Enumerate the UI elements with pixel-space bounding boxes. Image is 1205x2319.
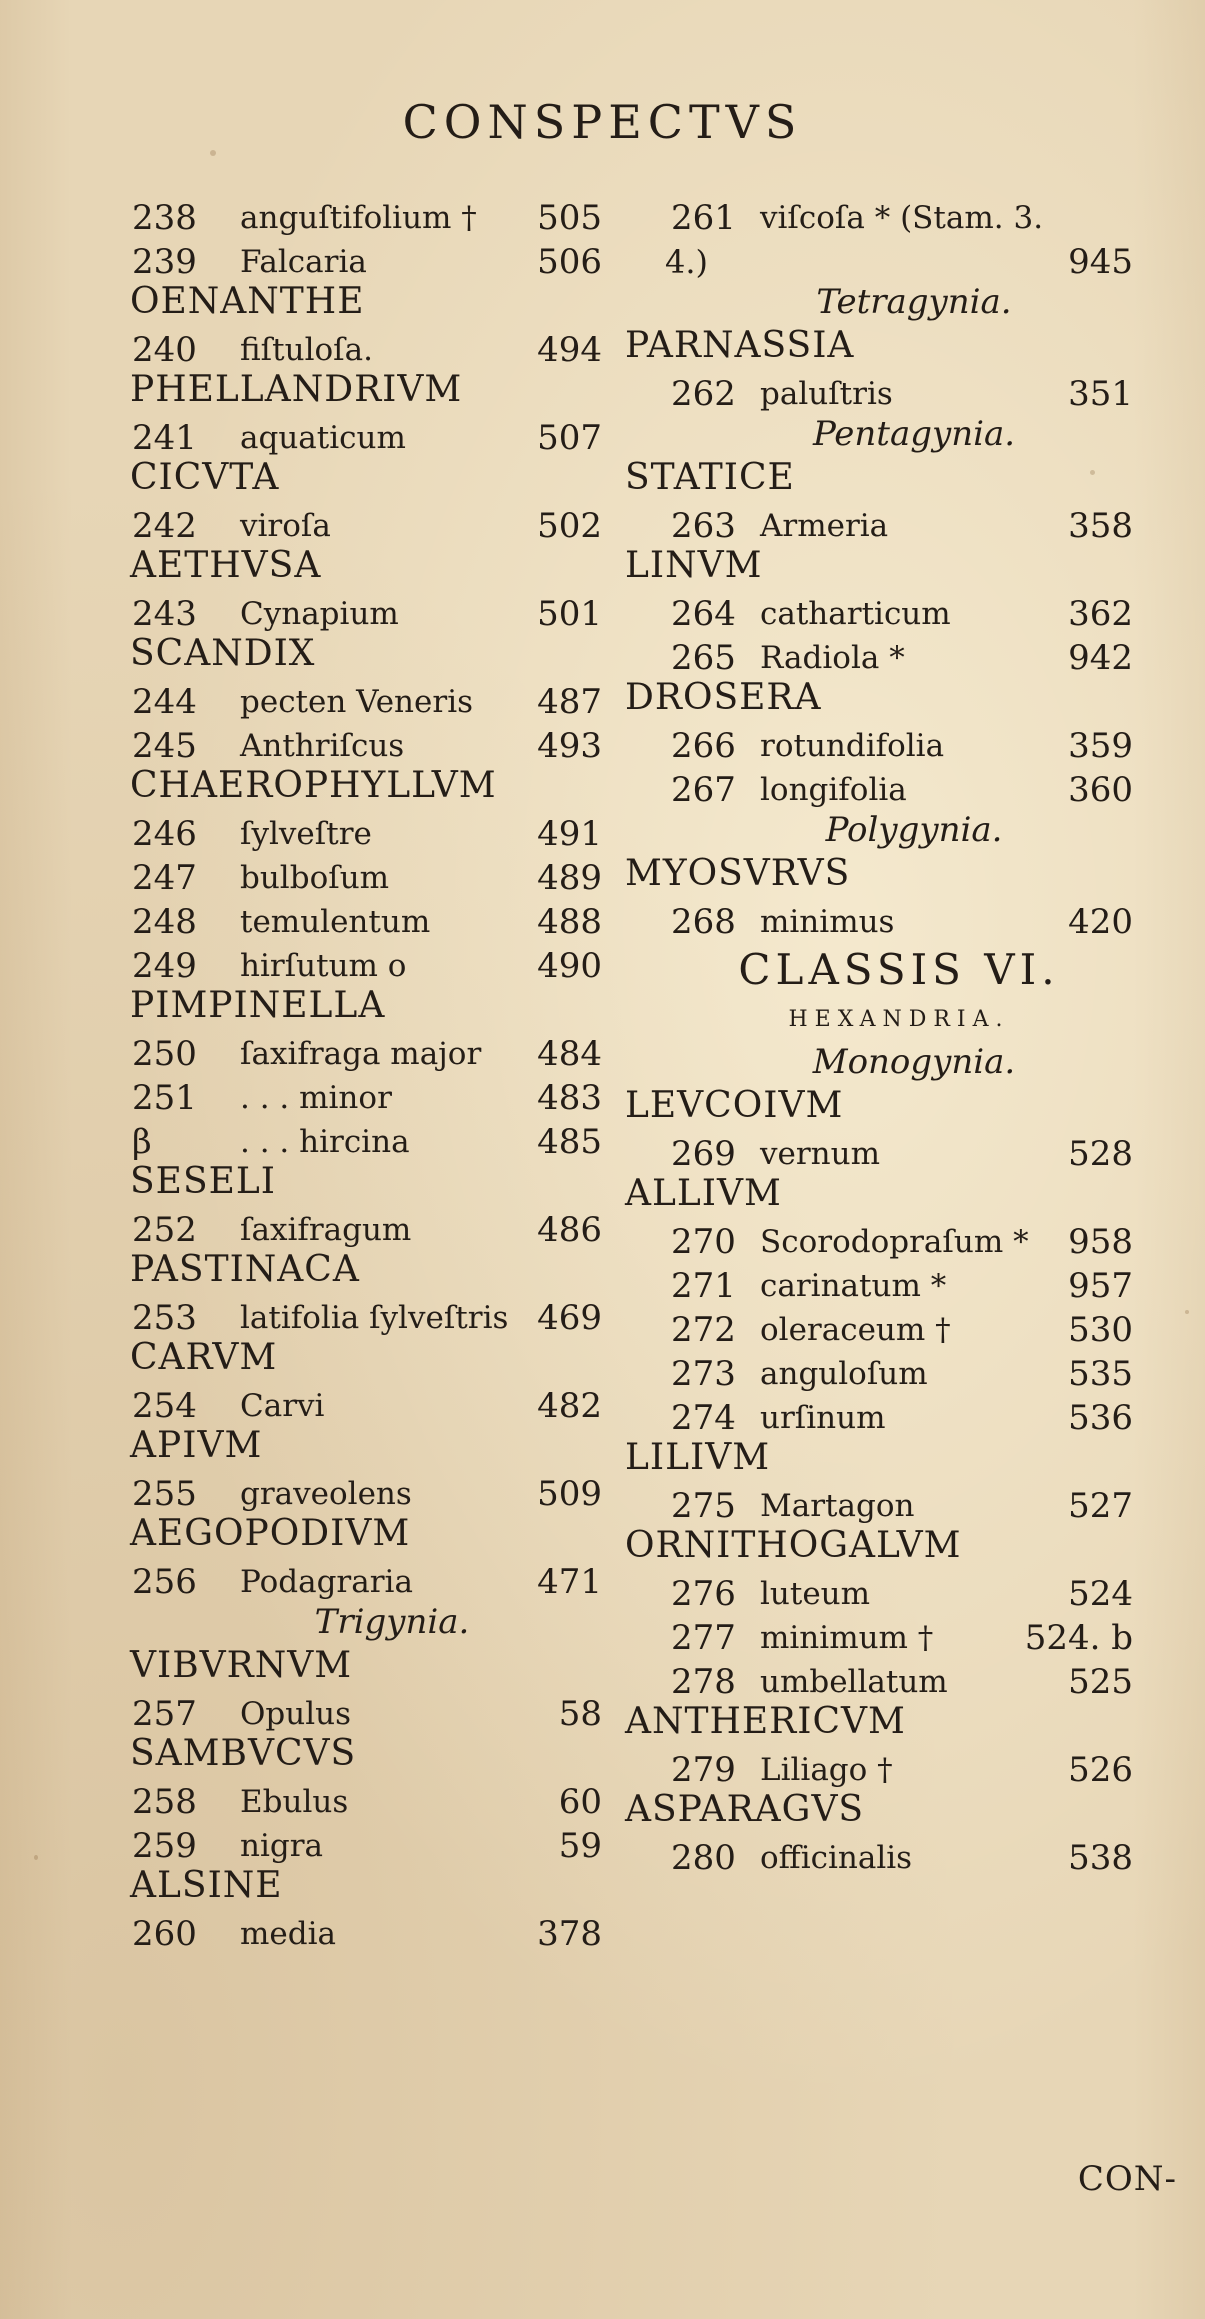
- continuation-text: 4.): [665, 243, 709, 281]
- species-name: longifolia: [760, 772, 907, 808]
- genus-name: PARNASSIA: [625, 325, 855, 366]
- entry-line: [122, 720, 602, 764]
- page-reference: 945: [1068, 242, 1133, 282]
- page-reference: 487: [537, 682, 602, 722]
- entry-line: [122, 676, 602, 720]
- entry-number: 275: [671, 1486, 736, 1526]
- page-reference: 525: [1068, 1662, 1133, 1702]
- entry-line: [122, 1688, 602, 1732]
- species-name: pecten Veneris: [240, 684, 474, 720]
- species-name: vernum: [760, 1136, 881, 1172]
- entry-line: [625, 1744, 1133, 1788]
- page-reference: 358: [1068, 506, 1133, 546]
- order-heading: Polygynia.: [825, 810, 1003, 850]
- genus-heading: [625, 1436, 1133, 1480]
- foxing-spot: [34, 1855, 38, 1860]
- page-reference: 535: [1068, 1354, 1133, 1394]
- genus-heading: [122, 1160, 602, 1204]
- entry-number: 264: [671, 594, 736, 634]
- species-name: anguloſum: [760, 1356, 928, 1392]
- genus-name: LILIVM: [625, 1437, 771, 1478]
- page-reference: 469: [537, 1298, 602, 1338]
- page-reference: 58: [558, 1694, 602, 1734]
- entry-number: 279: [671, 1750, 736, 1790]
- genus-name: DROSERA: [625, 677, 822, 718]
- species-name: Ebulus: [240, 1784, 349, 1820]
- genus-name: CARVM: [130, 1337, 278, 1378]
- entry-number: 244: [132, 682, 197, 722]
- genus-name: SESELI: [130, 1161, 277, 1202]
- species-name: luteum: [760, 1576, 871, 1612]
- entry-line: [625, 192, 1133, 236]
- species-name: bulboſum: [240, 860, 390, 896]
- entry-number: 255: [132, 1474, 197, 1514]
- genus-heading: [625, 1788, 1133, 1832]
- page-reference: 490: [537, 946, 602, 986]
- genus-name: ALLIVM: [625, 1173, 782, 1214]
- entry-line: [625, 1216, 1133, 1260]
- page-reference: 536: [1068, 1398, 1133, 1438]
- genus-name: LEVCOIVM: [625, 1085, 844, 1126]
- entry-number: 276: [671, 1574, 736, 1614]
- species-name: catharticum: [760, 596, 951, 632]
- entry-line: [122, 1204, 602, 1248]
- page-reference: 506: [537, 242, 602, 282]
- page-reference: 530: [1068, 1310, 1133, 1350]
- genus-heading: [122, 632, 602, 676]
- genus-name: STATICE: [625, 457, 795, 498]
- genus-heading: [122, 1864, 602, 1908]
- class-subheading: HEXANDRIA.: [788, 1007, 1010, 1032]
- page-reference: 482: [537, 1386, 602, 1426]
- entry-line: [122, 1380, 602, 1424]
- entry-number: 246: [132, 814, 197, 854]
- genus-heading: [625, 544, 1133, 588]
- species-name: Cynapium: [240, 596, 399, 632]
- species-name: viroſa: [240, 508, 331, 544]
- page-reference: 483: [537, 1078, 602, 1118]
- page-reference: 60: [558, 1782, 602, 1822]
- genus-name: SAMBVCVS: [130, 1733, 357, 1774]
- order-heading: Trigynia.: [314, 1602, 470, 1642]
- species-name: minimus: [760, 904, 895, 940]
- genus-name: CHAEROPHYLLVM: [130, 765, 497, 806]
- entry-number: 269: [671, 1134, 736, 1174]
- genus-heading: [625, 1172, 1133, 1216]
- foxing-spot: [1185, 1310, 1189, 1314]
- species-name: carinatum *: [760, 1268, 947, 1304]
- genus-heading: [625, 456, 1133, 500]
- genus-heading: [122, 1732, 602, 1776]
- entry-number: 273: [671, 1354, 736, 1394]
- entry-number: 258: [132, 1782, 197, 1822]
- entry-number: 238: [132, 198, 197, 238]
- page-reference: 362: [1068, 594, 1133, 634]
- genus-heading: [122, 1336, 602, 1380]
- order-heading: Tetragynia.: [816, 282, 1012, 322]
- species-name: Radiola *: [760, 640, 905, 676]
- page-reference: 493: [537, 726, 602, 766]
- entry-line: [625, 1260, 1133, 1304]
- genus-heading: [122, 544, 602, 588]
- genus-heading: [122, 764, 602, 808]
- catchword: CON-: [1077, 2159, 1177, 2199]
- entry-line: [625, 588, 1133, 632]
- species-name: nigra: [240, 1828, 324, 1864]
- entry-number: 271: [671, 1266, 736, 1306]
- entry-line: [625, 632, 1133, 676]
- page-title: CONSPECTVS: [402, 95, 803, 149]
- entry-number: 266: [671, 726, 736, 766]
- page-reference: 59: [558, 1826, 602, 1866]
- species-name: paluſtris: [760, 376, 893, 412]
- entry-number: 261: [671, 198, 736, 238]
- entry-number: 270: [671, 1222, 736, 1262]
- entry-number: 267: [671, 770, 736, 810]
- genus-heading: [625, 1084, 1133, 1128]
- entry-number: 242: [132, 506, 197, 546]
- entry-line: [625, 720, 1133, 764]
- genus-name: AETHVSA: [130, 545, 322, 586]
- species-name: minimum †: [760, 1620, 934, 1656]
- page-reference: 502: [537, 506, 602, 546]
- page-reference: 507: [537, 418, 602, 458]
- genus-heading: [122, 1512, 602, 1556]
- page-reference: 489: [537, 858, 602, 898]
- genus-heading: [625, 324, 1133, 368]
- genus-heading: [625, 852, 1133, 896]
- genus-heading: [122, 1248, 602, 1292]
- entry-number: 248: [132, 902, 197, 942]
- species-name: rotundifolia: [760, 728, 945, 764]
- species-name: graveolens: [240, 1476, 412, 1512]
- page-reference: 501: [537, 594, 602, 634]
- entry-number: 241: [132, 418, 197, 458]
- page-reference: 360: [1068, 770, 1133, 810]
- page-reference: 359: [1068, 726, 1133, 766]
- page-reference: 488: [537, 902, 602, 942]
- entry-line: [122, 1072, 602, 1116]
- species-name: hirſutum o: [240, 948, 407, 984]
- genus-name: PASTINACA: [130, 1249, 360, 1290]
- page-reference: 485: [537, 1122, 602, 1162]
- page-reference: 491: [537, 814, 602, 854]
- entry-number: 239: [132, 242, 197, 282]
- page-reference: 527: [1068, 1486, 1133, 1526]
- entry-line: [122, 1776, 602, 1820]
- species-name: Carvi: [240, 1388, 325, 1424]
- entry-line: [122, 192, 602, 236]
- species-name: Armeria: [760, 508, 889, 544]
- entry-line: [625, 1656, 1133, 1700]
- species-name: viſcoſa * (Stam. 3.: [760, 200, 1044, 236]
- entry-line: [625, 1612, 1133, 1656]
- entry-number: 256: [132, 1562, 197, 1602]
- entry-number: 277: [671, 1618, 736, 1658]
- entry-line: [625, 1304, 1133, 1348]
- genus-name: PHELLANDRIVM: [130, 369, 463, 410]
- entry-line: [625, 1128, 1133, 1172]
- species-name: . . . minor: [240, 1080, 392, 1116]
- species-name: Liliago †: [760, 1752, 893, 1788]
- page-reference: 528: [1068, 1134, 1133, 1174]
- species-name: Falcaria: [240, 244, 367, 280]
- species-name: aquaticum: [240, 420, 406, 456]
- entry-line: [122, 852, 602, 896]
- genus-heading: [625, 1700, 1133, 1744]
- page-reference: 509: [537, 1474, 602, 1514]
- genus-name: APIVM: [130, 1425, 263, 1466]
- page-reference: 494: [537, 330, 602, 370]
- order-heading: Monogynia.: [812, 1042, 1016, 1082]
- genus-heading: [122, 280, 602, 324]
- entry-line: [625, 1392, 1133, 1436]
- genus-heading: [625, 1524, 1133, 1568]
- species-name: Anthriſcus: [240, 728, 405, 764]
- genus-name: OENANTHE: [130, 281, 365, 322]
- species-name: Podagraria: [240, 1564, 413, 1600]
- species-name: anguſtifolium †: [240, 200, 477, 236]
- genus-name: AEGOPODIVM: [130, 1513, 411, 1554]
- genus-name: ANTHERICVM: [625, 1701, 906, 1742]
- entry-line: [122, 1556, 602, 1600]
- entry-number: 265: [671, 638, 736, 678]
- entry-line: [122, 940, 602, 984]
- page-reference: 351: [1068, 374, 1133, 414]
- entry-line: [122, 808, 602, 852]
- species-name: ſylveſtre: [240, 816, 372, 852]
- genus-name: ASPARAGVS: [625, 1789, 865, 1830]
- page-reference: 526: [1068, 1750, 1133, 1790]
- genus-heading: [122, 984, 602, 1028]
- order-heading: Pentagynia.: [812, 414, 1016, 454]
- page-reference: 524. b: [1024, 1618, 1133, 1658]
- entry-line: [122, 896, 602, 940]
- entry-number: 245: [132, 726, 197, 766]
- entry-number: 262: [671, 374, 736, 414]
- genus-heading: [122, 456, 602, 500]
- entry-number: 251: [132, 1078, 197, 1118]
- page-reference: 957: [1068, 1266, 1133, 1306]
- species-name: latifolia ſylveſtris: [240, 1300, 509, 1336]
- genus-name: SCANDIX: [130, 633, 316, 674]
- page-reference: 505: [537, 198, 602, 238]
- entry-line: [122, 500, 602, 544]
- species-name: oleraceum †: [760, 1312, 951, 1348]
- entry-number: 259: [132, 1826, 197, 1866]
- species-name: umbellatum: [760, 1664, 948, 1700]
- entry-number: 272: [671, 1310, 736, 1350]
- entry-line: [122, 1028, 602, 1072]
- entry-number: 247: [132, 858, 197, 898]
- page-reference: 524: [1068, 1574, 1133, 1614]
- entry-number: 250: [132, 1034, 197, 1074]
- genus-name: CICVTA: [130, 457, 280, 498]
- page-reference: 378: [537, 1914, 602, 1954]
- entry-number: 263: [671, 506, 736, 546]
- entry-line: [625, 764, 1133, 808]
- entry-line: [122, 1116, 602, 1160]
- entry-continuation: [625, 236, 1133, 280]
- species-name: . . . hircina: [240, 1124, 410, 1160]
- entry-number: 274: [671, 1398, 736, 1438]
- left-column: [122, 192, 602, 1952]
- entry-line: [625, 1568, 1133, 1612]
- page-reference: 471: [537, 1562, 602, 1602]
- species-name: ſaxifragum: [240, 1212, 412, 1248]
- genus-name: PIMPINELLA: [130, 985, 386, 1026]
- entry-line: [625, 500, 1133, 544]
- species-name: temulentum: [240, 904, 431, 940]
- species-name: ſaxifraga major: [240, 1036, 482, 1072]
- entry-line: [625, 896, 1133, 940]
- entry-number: 260: [132, 1914, 197, 1954]
- page-reference: 486: [537, 1210, 602, 1250]
- page-reference: 942: [1068, 638, 1133, 678]
- species-name: media: [240, 1916, 336, 1952]
- foxing-spot: [210, 150, 216, 156]
- entry-number: β: [132, 1122, 152, 1162]
- entry-number: 268: [671, 902, 736, 942]
- entry-number: 280: [671, 1838, 736, 1878]
- entry-line: [122, 1820, 602, 1864]
- entry-number: 254: [132, 1386, 197, 1426]
- entry-line: [625, 1348, 1133, 1392]
- entry-number: 253: [132, 1298, 197, 1338]
- right-column: [625, 192, 1133, 1876]
- entry-number: 252: [132, 1210, 197, 1250]
- page-reference: 958: [1068, 1222, 1133, 1262]
- species-name: officinalis: [760, 1840, 913, 1876]
- entry-line: [625, 368, 1133, 412]
- genus-heading: [625, 676, 1133, 720]
- genus-name: MYOSVRVS: [625, 853, 851, 894]
- genus-heading: [122, 1644, 602, 1688]
- species-name: Opulus: [240, 1696, 352, 1732]
- entry-line: [122, 324, 602, 368]
- foxing-spot: [1090, 470, 1095, 475]
- species-name: urſinum: [760, 1400, 886, 1436]
- entry-line: [122, 412, 602, 456]
- entry-line: [122, 1292, 602, 1336]
- class-heading: CLASSIS VI.: [738, 945, 1060, 994]
- entry-number: 249: [132, 946, 197, 986]
- entry-line: [625, 1480, 1133, 1524]
- entry-number: 243: [132, 594, 197, 634]
- genus-name: LINVM: [625, 545, 763, 586]
- entry-line: [122, 588, 602, 632]
- page-reference: 420: [1068, 902, 1133, 942]
- entry-line: [122, 1908, 602, 1952]
- entry-number: 240: [132, 330, 197, 370]
- page-reference: 484: [537, 1034, 602, 1074]
- genus-name: ORNITHOGALVM: [625, 1525, 962, 1566]
- genus-heading: [122, 368, 602, 412]
- genus-name: VIBVRNVM: [130, 1645, 353, 1686]
- entry-line: [625, 1832, 1133, 1876]
- genus-name: ALSINE: [130, 1865, 283, 1906]
- entry-number: 257: [132, 1694, 197, 1734]
- species-name: fiſtuloſa.: [240, 332, 373, 368]
- species-name: Martagon: [760, 1488, 915, 1524]
- entry-number: 278: [671, 1662, 736, 1702]
- entry-line: [122, 236, 602, 280]
- page-reference: 538: [1068, 1838, 1133, 1878]
- species-name: Scorodopraſum *: [760, 1224, 1029, 1260]
- genus-heading: [122, 1424, 602, 1468]
- entry-line: [122, 1468, 602, 1512]
